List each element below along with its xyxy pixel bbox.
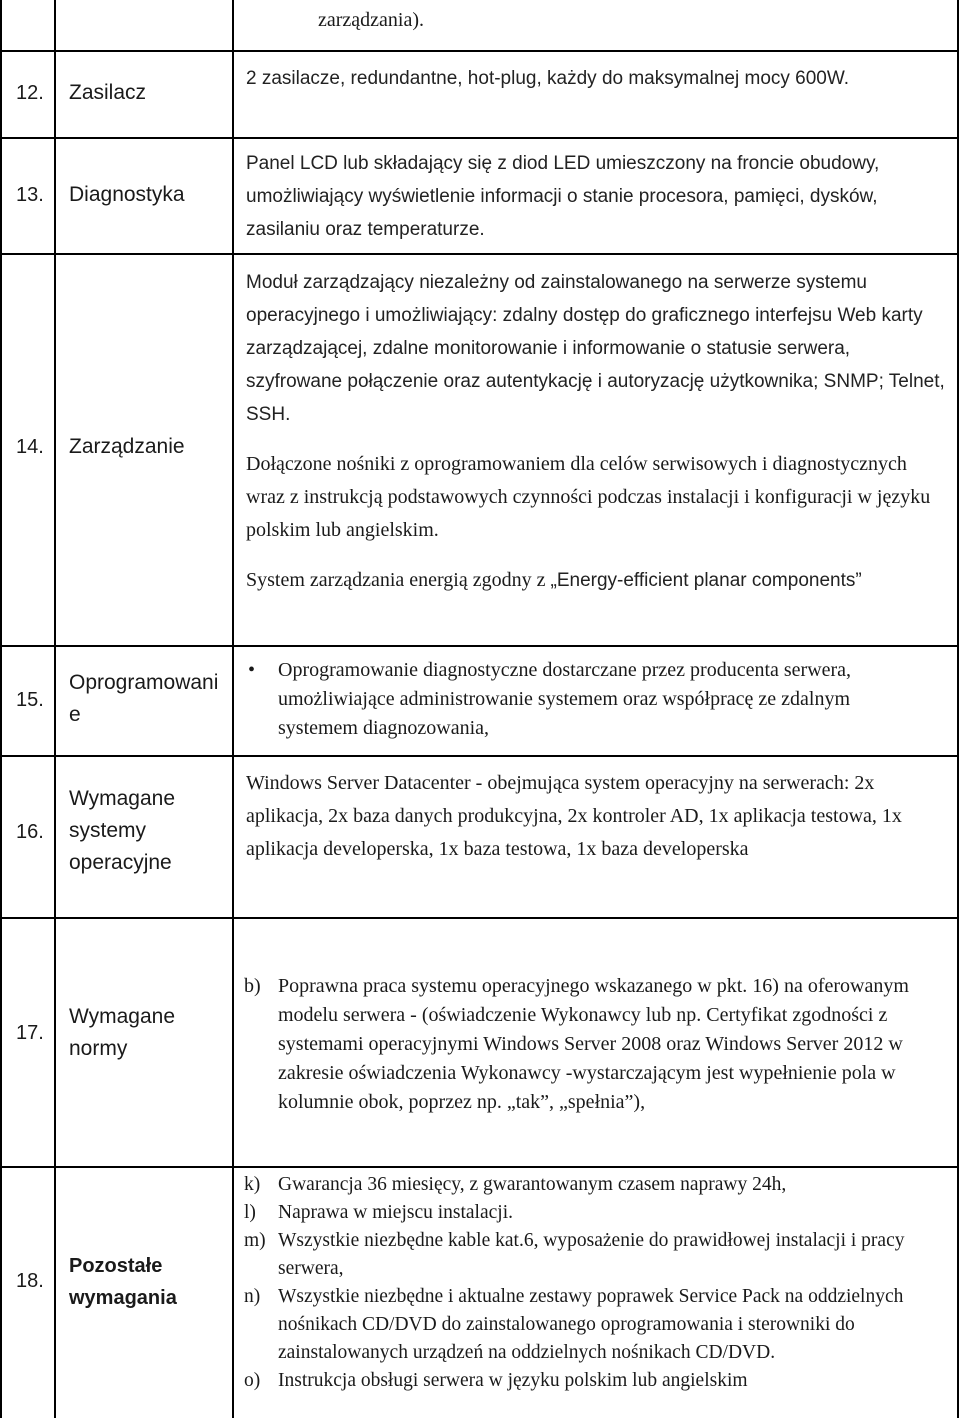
row-14-number: 14. <box>16 436 44 458</box>
diagnostic-software-item <box>244 656 924 743</box>
list-label: n) <box>244 1286 261 1307</box>
row-border <box>0 645 958 647</box>
row-12-description: 2 zasilacze, redundantne, hot-plug, każdy do maksymalnej mocy 600W. <box>246 68 850 89</box>
list-label: o) <box>244 1370 261 1391</box>
row-15-number: 15. <box>16 689 44 711</box>
diagnostic-software-text: Oprogramowanie diagnostyczne dostarczane przez producenta serwera, umożliwiające administrowanie systemem oraz współpracę ze zdalnym systemem diagnozowania, <box>278 659 852 739</box>
energy-management-paragraph <box>246 564 946 598</box>
row-border <box>0 917 958 919</box>
row-18-number: 18. <box>16 1270 44 1292</box>
row-12-name: Zasilacz <box>69 81 147 104</box>
table-border-right <box>957 0 959 1418</box>
col-divider-1 <box>54 0 56 1418</box>
row-13-name: Diagnostyka <box>69 183 185 206</box>
energy-efficient-standard: „Energy-efficient planar components” <box>550 570 862 591</box>
row-11-description: zarządzania). <box>318 9 425 31</box>
row-border <box>0 253 958 255</box>
requirement-item <box>244 1367 944 1395</box>
requirement-text: Gwarancja 36 miesięcy, z gwarantowanym czasem naprawy 24h, <box>278 1174 787 1195</box>
bullet-marker: • <box>248 659 256 681</box>
requirement-text: Naprawa w miejscu instalacji. <box>278 1202 513 1223</box>
list-label: m) <box>244 1230 266 1251</box>
row-18-name: Pozostałe wymagania <box>69 1255 177 1309</box>
row-17-description <box>244 972 934 1117</box>
col-divider-2 <box>232 0 234 1418</box>
row-border <box>0 755 958 757</box>
row-13-description: Panel LCD lub składający się z diod LED umieszczony na froncie obudowy, umożliwiający wyświetlenie informacji o stanie procesora, pamięci, dysków, zasilaniu oraz temperaturze. <box>246 153 880 240</box>
management-module-paragraph: Moduł zarządzający niezależny od zainstalowanego na serwerze systemu operacyjnego i umożliwiający: zdalny dostęp do graficznego interfejsu Web karty zarządzającej, zdalne monitorowanie i informowanie o statusie serwera, szyfrowane połączenie oraz autentykację i autoryzację użytkownika; SNMP; Telnet, SSH. <box>246 272 945 425</box>
row-border <box>0 137 958 139</box>
energy-management-text: System zarządzania energią zgodny z <box>246 569 551 591</box>
row-17-number: 17. <box>16 1022 44 1044</box>
requirement-text: Wszystkie niezbędne kable kat.6, wyposażenie do prawidłowej instalacji i pracy serwera, <box>278 1230 905 1279</box>
row-16-description: Windows Server Datacenter - obejmująca system operacyjny na serwerach: 2x aplikacja, 2x baza danych produkcyjna, 2x kontroler AD, 1x aplikacja testowa, 1x aplikacja developerska, 1x baza testowa, 1x baza developerska <box>246 772 902 860</box>
row-15-description <box>244 656 924 743</box>
os-compatibility-text: Poprawna praca systemu operacyjnego wskazanego w pkt. 16) na oferowanym modelu serwera - (oświadczenie Wykonawcy lub np. Certyfikat zgodności z systemami operacyjnymi Windows Server 2008 oraz Windows Server 2012 w zakresie oświadczenia Wykonawcy -wystarczającym jest wypełnienie pola w kolumnie obok, poprzez np. „tak”, „spełnia”), <box>278 975 909 1113</box>
row-border <box>0 50 958 52</box>
table-border-left <box>0 0 2 1418</box>
row-17-name: Wymagane normy <box>69 1005 176 1060</box>
requirement-item <box>244 1227 944 1283</box>
row-18-description <box>244 1171 944 1395</box>
requirement-item <box>244 1283 944 1367</box>
requirement-item <box>244 1199 944 1227</box>
row-14-description <box>246 266 946 598</box>
row-16-name: Wymagane systemy operacyjne <box>69 787 176 874</box>
list-label: l) <box>244 1202 256 1223</box>
row-15-name: Oprogramowanie <box>69 671 219 726</box>
row-16-number: 16. <box>16 821 44 843</box>
requirement-text: Wszystkie niezbędne i aktualne zestawy poprawek Service Pack na oddzielnych nośnikach CD/DVD do zainstalowanego oprogramowania i sterowniki do zainstalowanych urządzeń na oddzielnych nośnikach CD/DVD. <box>278 1286 904 1363</box>
requirement-text: Instrukcja obsługi serwera w języku polskim lub angielskim <box>278 1370 748 1391</box>
list-label: b) <box>244 975 261 997</box>
row-border <box>0 1166 958 1168</box>
os-compatibility-item <box>244 972 934 1117</box>
row-12-number: 12. <box>16 82 44 104</box>
list-label: k) <box>244 1174 261 1195</box>
row-14-name: Zarządzanie <box>69 435 185 458</box>
row-13-number: 13. <box>16 184 44 206</box>
service-media-paragraph: Dołączone nośniki z oprogramowaniem dla celów serwisowych i diagnostycznych wraz z instrukcją podstawowych czynności podczas instalacji i konfiguracji w języku polskim lub angielskim. <box>246 453 931 541</box>
requirement-item <box>244 1171 944 1199</box>
